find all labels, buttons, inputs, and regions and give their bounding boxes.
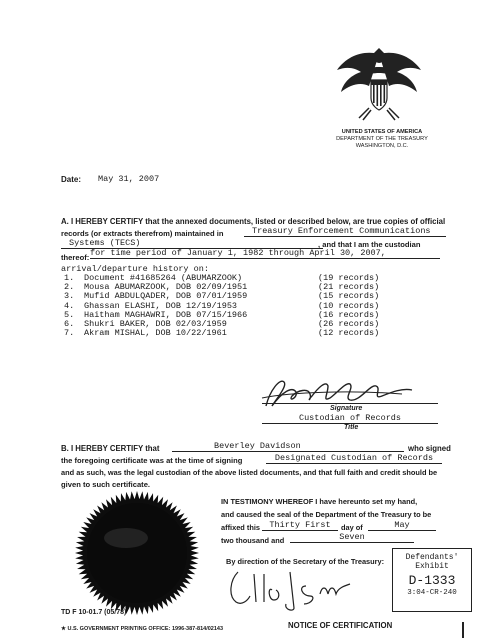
item-number: 5. — [64, 309, 75, 320]
custodian-title-value: Custodian of Records — [262, 413, 438, 424]
testimony-line2: and caused the seal of the Department of the Treasury to be — [221, 510, 432, 519]
history-title: arrival/departure history on: — [61, 264, 209, 274]
exhibit-line1: Defendants' — [405, 553, 459, 562]
notice-of-certification: NOTICE OF CERTIFICATION — [288, 621, 393, 630]
thereof-value: for time period of January 1, 1982 through April 30, 2007, — [90, 248, 440, 259]
date-value: May 31, 2007 — [98, 174, 160, 184]
item-records: (15 records) — [318, 291, 380, 302]
list-item — [64, 301, 414, 310]
item-number: 7. — [64, 328, 75, 339]
item-records: (19 records) — [318, 273, 380, 283]
date-label: Date: — [61, 175, 82, 184]
list-item — [64, 310, 414, 319]
exhibit-case: 3:04-CR-240 — [407, 589, 457, 597]
item-records: (16 records) — [318, 309, 380, 320]
item-number: 3. — [64, 291, 75, 302]
gpo-line: ★ U.S. GOVERNMENT PRINTING OFFICE: 1996-387-814/02143 — [61, 626, 224, 632]
testimony-line1: IN TESTIMONY WHEREOF I have hereunto set my hand, — [221, 497, 418, 506]
treasury-seal-icon — [74, 490, 200, 616]
cert-b-lead: B. I HEREBY CERTIFY that — [61, 444, 160, 453]
signature-label: Signature — [330, 405, 363, 412]
two-thousand-label: two thousand and — [221, 536, 285, 545]
cert-a-line3: , and that I am the custodian — [318, 240, 421, 249]
agency-line-3: WASHINGTON, D.C. — [355, 143, 409, 149]
item-text: Mufid ABDULQADER, DOB 07/01/1959 — [84, 291, 248, 302]
exhibit-line2: Exhibit — [415, 562, 449, 571]
title-label: Title — [344, 424, 359, 431]
item-number: 1. — [64, 273, 75, 283]
list-item — [64, 273, 414, 282]
cert-a-lead: A. I HEREBY CERTIFY that the annexed documents, listed or described below, are true copies of official — [61, 217, 446, 226]
signature-line — [262, 402, 438, 404]
item-number: 2. — [64, 282, 75, 293]
exhibit-number: D-1333 — [408, 573, 456, 588]
cert-b-line4: given to such certificate. — [61, 480, 151, 489]
year-value: Seven — [290, 532, 414, 543]
form-id: TD F 10-01.7 (05/78) — [61, 609, 127, 616]
thereof-label: thereof: — [61, 253, 90, 262]
item-records: (26 records) — [318, 318, 380, 329]
eagle-seal-icon — [333, 40, 425, 124]
month-value: May — [368, 520, 436, 531]
day-of-label: day of — [341, 523, 363, 532]
item-text: Document #41685264 (ABUMARZOOK) — [84, 273, 243, 283]
maintained-in-value-2: Systems (TECS) — [61, 238, 323, 249]
cert-b-line2: the foregoing certificate was at the time of signing — [61, 456, 243, 465]
list-item — [64, 282, 414, 291]
cert-b-name: Beverley Davidson — [172, 441, 404, 452]
cert-b-line3: and as such, was the legal custodian of the above listed documents, and that full faith and credit should be — [61, 468, 438, 477]
item-text: Mousa ABUMARZOOK, DOB 02/09/1951 — [84, 282, 248, 293]
cert-a-line2: records (or extracts therefrom) maintained in — [61, 229, 224, 238]
secretary-signature-icon — [224, 566, 360, 612]
list-item — [64, 291, 414, 300]
item-number: 4. — [64, 300, 75, 311]
item-records: (10 records) — [318, 300, 380, 311]
list-item — [64, 319, 414, 328]
edge-mark — [462, 622, 464, 638]
direction-label: By direction of the Secretary of the Treasury: — [226, 557, 385, 566]
item-text: Shukri BAKER, DOB 02/03/1959 — [84, 318, 227, 329]
cert-b-who-signed: who signed — [408, 444, 451, 453]
day-value: Thirty First — [262, 520, 338, 531]
item-records: (12 records) — [318, 328, 380, 339]
agency-line-2: DEPARTMENT OF THE TREASURY — [336, 136, 428, 142]
agency-line-1: UNITED STATES OF AMERICA — [341, 129, 423, 135]
affixed-label: affixed this — [221, 523, 261, 532]
item-text: Haitham MAGHAWRI, DOB 07/15/1966 — [84, 309, 248, 320]
item-number: 6. — [64, 318, 75, 329]
item-text: Ghassan ELASHI, DOB 12/19/1953 — [84, 300, 238, 311]
exhibit-stamp — [392, 548, 472, 612]
item-records: (21 records) — [318, 282, 380, 293]
maintained-in-value-1: Treasury Enforcement Communications — [244, 226, 446, 237]
records-list — [64, 273, 414, 337]
cert-b-role: Designated Custodian of Records — [266, 453, 442, 464]
item-text: Akram MISHAL, DOB 10/22/1961 — [84, 328, 227, 339]
list-item — [64, 328, 414, 337]
